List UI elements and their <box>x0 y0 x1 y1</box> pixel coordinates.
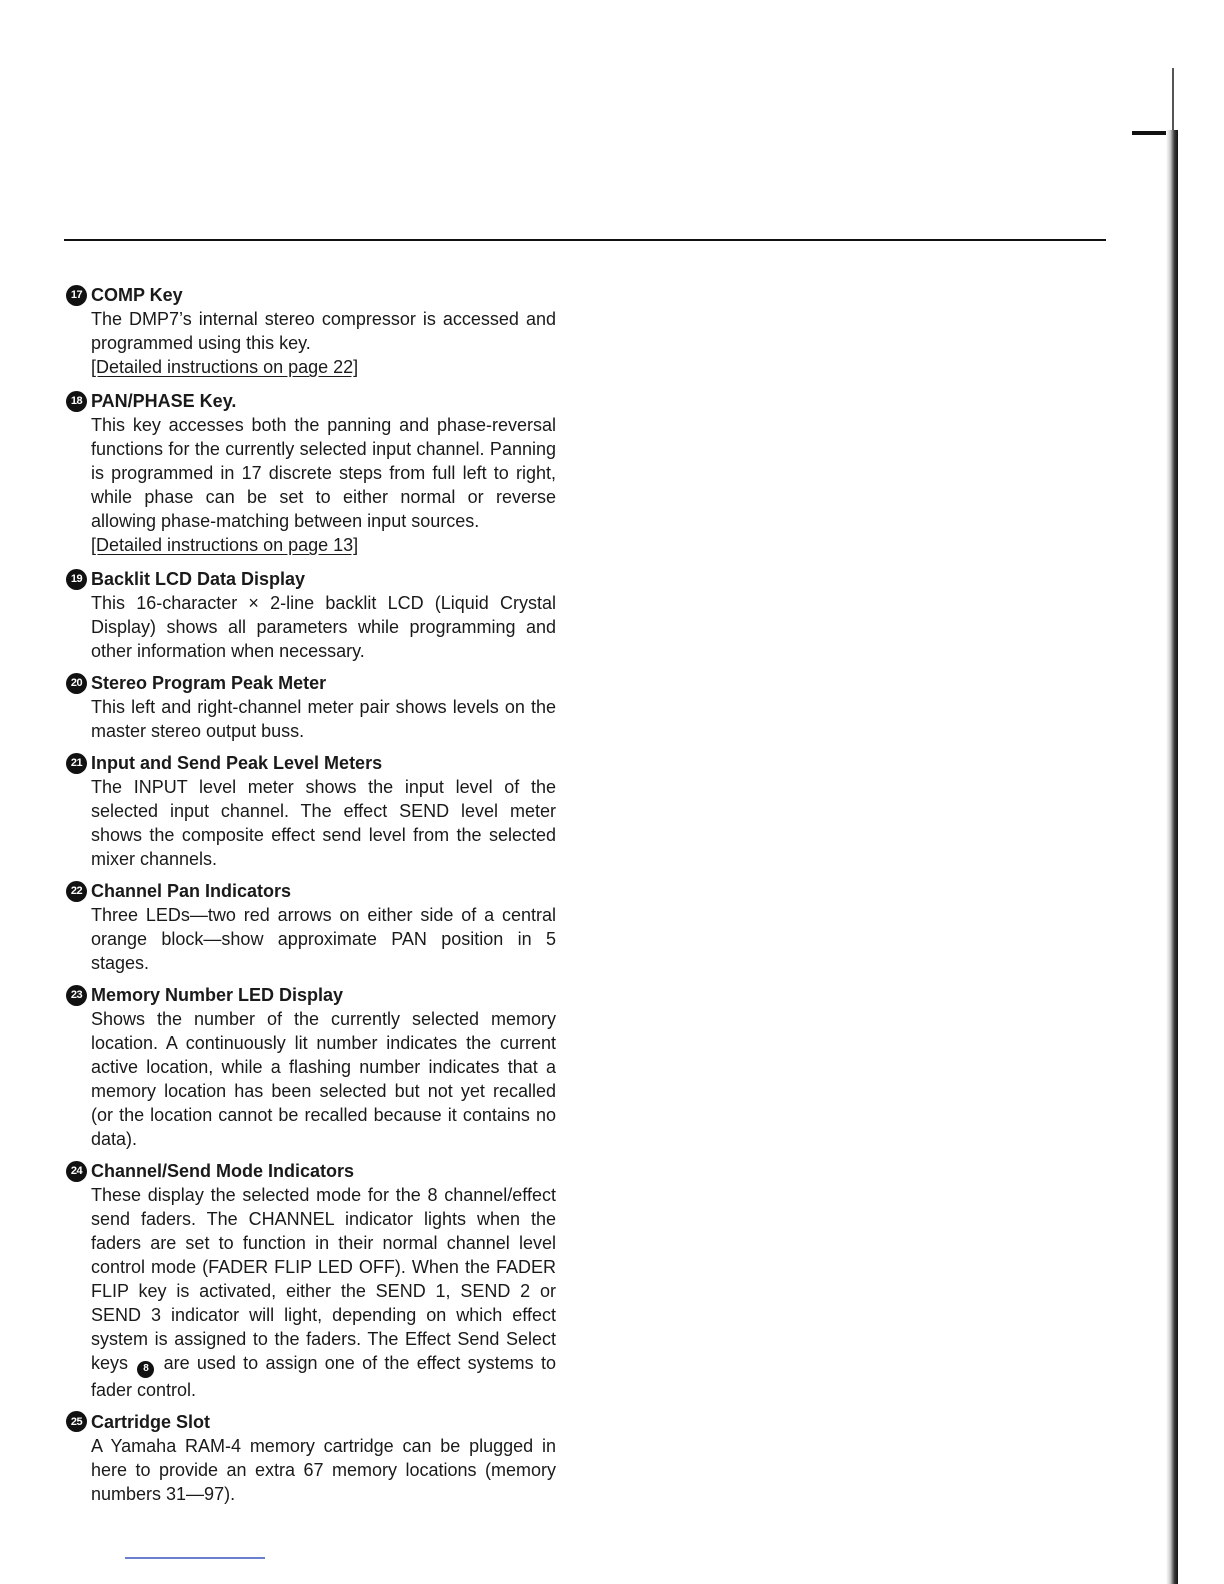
inline-reference-badge: 8 <box>137 1361 154 1378</box>
entry-title: Stereo Program Peak Meter <box>91 673 327 693</box>
entry-title: Channel/Send Mode Indicators <box>91 1161 355 1181</box>
entry-title: Memory Number LED Display <box>91 985 344 1005</box>
entry-text: This 16-character × 2-line backlit LCD (Liquid Crystal Display) shows all parameters while programming and other information when necessary. <box>91 593 556 661</box>
entry-text-continued: are used to assign one of the effect systems to fader control. <box>91 1353 556 1400</box>
control-descriptions <box>66 283 556 1506</box>
item-number-badge: 23 <box>66 985 87 1006</box>
entry-input-send-peak-meters <box>66 751 556 871</box>
entry-title: Channel Pan Indicators <box>91 881 292 901</box>
entry-stereo-program-peak-meter <box>66 671 556 743</box>
entry-text: Shows the number of the currently selected memory location. A continuously lit number indicates the current active location, while a flashing number indicates that a memory location has been selected but not yet recalled (or the location cannot be recalled because it contains no data). <box>91 1009 556 1149</box>
item-number-badge: 17 <box>66 285 87 306</box>
entry-title: COMP Key <box>91 285 183 305</box>
entry-channel-pan-indicators <box>66 879 556 975</box>
entry-text: The INPUT level meter shows the input level of the selected input channel. The effect SEND level meter shows the composite effect send level from the selected mixer channels. <box>91 777 556 869</box>
entry-title: PAN/PHASE Key. <box>91 391 237 411</box>
bottom-rule <box>125 1557 265 1559</box>
entry-title: Cartridge Slot <box>91 1411 211 1432</box>
page-reference: [Detailed instructions on page 22] <box>91 357 359 377</box>
entry-text: This left and right-channel meter pair shows levels on the master stereo output buss. <box>91 697 556 741</box>
entry-text: A Yamaha RAM-4 memory cartridge can be plugged in here to provide an extra 67 memory locations (memory numbers 31—97). <box>91 1435 556 1504</box>
top-rule <box>64 239 1106 241</box>
page-reference: [Detailed instructions on page 13] <box>91 535 359 555</box>
entry-comp-key <box>66 283 556 379</box>
entry-memory-number-led-display <box>66 983 556 1151</box>
entry-text: These display the selected mode for the 8 channel/effect send faders. The CHANNEL indicator lights when the faders are set to function in their normal channel level control mode (FADER FLIP LED OFF). When the FADER FLIP key is activated, either the SEND 1, SEND 2 or SEND 3 indicator will light, depending on which effect system is assigned to the faders. The Effect Send Select keys <box>91 1185 556 1373</box>
item-number-badge: 22 <box>66 881 87 902</box>
entry-cartridge-slot <box>66 1410 556 1506</box>
entry-backlit-lcd-display <box>66 567 556 663</box>
item-number-badge: 24 <box>66 1161 87 1182</box>
entry-title: Input and Send Peak Level Meters <box>91 753 383 773</box>
item-number-badge: 25 <box>66 1411 87 1432</box>
entry-text: This key accesses both the panning and phase-reversal functions for the currently selected input channel. Panning is programmed in 17 discrete steps from full left to right, while phase can be set to either normal or reverse allowing phase-matching between input sources. <box>91 415 556 531</box>
entry-text: The DMP7’s internal stereo compressor is accessed and programmed using this key. <box>91 309 556 353</box>
item-number-badge: 21 <box>66 753 87 774</box>
entry-text: Three LEDs—two red arrows on either side of a central orange block—show approximate PAN position in 5 stages. <box>91 905 556 973</box>
binding-edge <box>1166 130 1178 1584</box>
item-number-badge: 20 <box>66 673 87 694</box>
binding-mark <box>1172 68 1174 132</box>
entry-title: Backlit LCD Data Display <box>91 569 306 589</box>
entry-channel-send-mode-indicators <box>66 1159 556 1402</box>
item-number-badge: 19 <box>66 569 87 590</box>
item-number-badge: 18 <box>66 391 87 412</box>
entry-pan-phase-key <box>66 389 556 557</box>
